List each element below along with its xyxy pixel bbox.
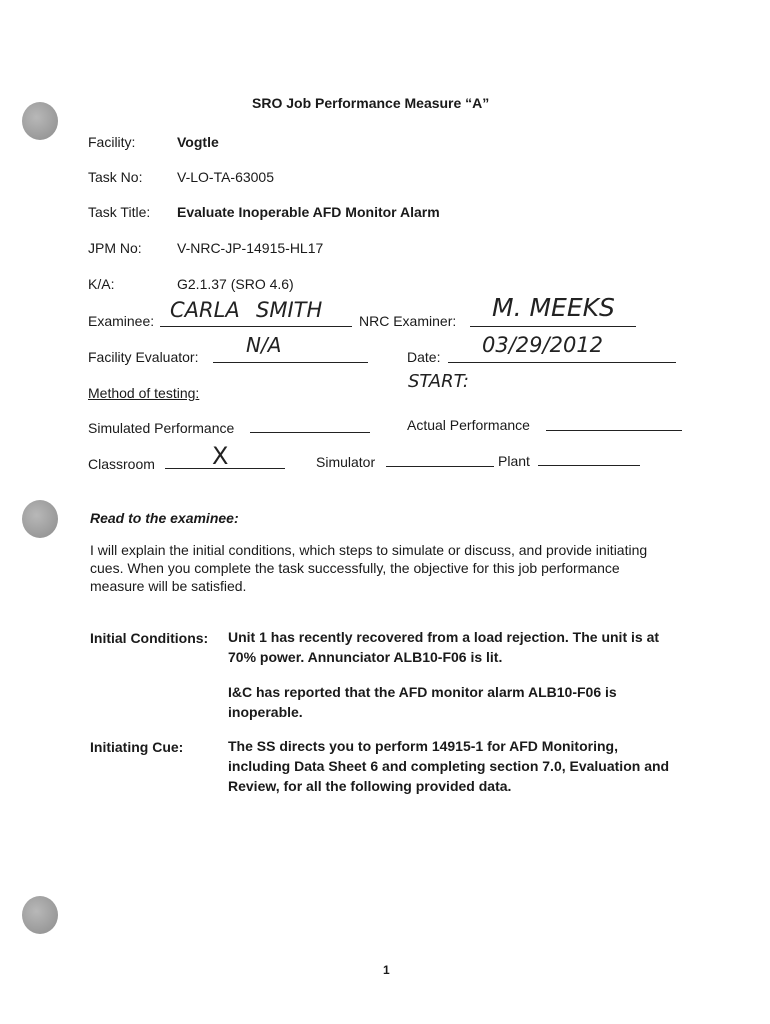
task-title-value: Evaluate Inoperable AFD Monitor Alarm bbox=[177, 204, 440, 220]
initial-conditions-label: Initial Conditions: bbox=[90, 630, 209, 646]
initiating-cue-label: Initiating Cue: bbox=[90, 739, 184, 755]
examinee-label: Examinee: bbox=[88, 313, 155, 329]
read-to-examinee-heading: Read to the examinee: bbox=[90, 510, 239, 526]
ka-value: G2.1.37 (SRO 4.6) bbox=[177, 276, 294, 292]
facility-label: Facility: bbox=[88, 134, 136, 150]
ka-label: K/A: bbox=[88, 276, 115, 292]
facility-evaluator-handwritten: N/A bbox=[246, 333, 282, 357]
actual-performance-label: Actual Performance bbox=[407, 417, 530, 433]
examinee-first-handwritten: CARLA bbox=[170, 298, 240, 322]
initial-conditions-paragraph-1: Unit 1 has recently recovered from a load rejection. The unit is at 70% power. Annunciator ALB10-F06 is lit. bbox=[228, 629, 660, 665]
simulated-performance-label: Simulated Performance bbox=[88, 420, 235, 436]
method-of-testing-label: Method of testing: bbox=[88, 385, 200, 401]
date-label: Date: bbox=[407, 349, 441, 365]
nrc-examiner-handwritten: M. MEEKS bbox=[492, 293, 615, 322]
punch-hole-top bbox=[22, 102, 58, 140]
facility-value: Vogtle bbox=[177, 134, 219, 150]
nrc-examiner-label: NRC Examiner: bbox=[359, 313, 457, 329]
document-title: SRO Job Performance Measure “A” bbox=[252, 95, 490, 111]
examinee-last-handwritten: SMITH bbox=[256, 298, 323, 322]
task-no-label: Task No: bbox=[88, 169, 143, 185]
simulated-performance-line bbox=[250, 432, 370, 433]
task-no-value: V-LO-TA-63005 bbox=[177, 169, 275, 185]
facility-evaluator-label: Facility Evaluator: bbox=[88, 349, 199, 365]
start-handwritten: START: bbox=[408, 371, 469, 392]
initial-conditions-paragraph-2: I&C has reported that the AFD monitor alarm ALB10-F06 is inoperable. bbox=[228, 684, 617, 720]
nrc-examiner-line bbox=[470, 326, 636, 327]
simulator-label: Simulator bbox=[316, 454, 376, 470]
read-to-examinee-text: I will explain the initial conditions, which steps to simulate or discuss, and provide initiating cues. When you complete the task successfully, the objective for this job performance measure will be satisfied. bbox=[90, 542, 648, 594]
classroom-x-mark: X bbox=[212, 442, 229, 470]
task-title-label: Task Title: bbox=[88, 204, 151, 220]
jpm-no-label: JPM No: bbox=[88, 240, 142, 256]
actual-performance-line bbox=[546, 430, 682, 431]
date-line bbox=[448, 362, 676, 363]
examinee-line bbox=[160, 326, 352, 327]
facility-evaluator-line bbox=[213, 362, 368, 363]
simulator-line bbox=[386, 466, 494, 467]
jpm-no-value: V-NRC-JP-14915-HL17 bbox=[177, 240, 324, 256]
punch-hole-bottom bbox=[22, 896, 58, 934]
date-handwritten: 03/29/2012 bbox=[482, 333, 604, 357]
classroom-label: Classroom bbox=[88, 456, 155, 472]
plant-line bbox=[538, 465, 640, 466]
punch-hole-middle bbox=[22, 500, 58, 538]
page-number: 1 bbox=[383, 963, 390, 977]
plant-label: Plant bbox=[498, 453, 530, 469]
initiating-cue-paragraph: The SS directs you to perform 14915-1 for AFD Monitoring, including Data Sheet 6 and completing section 7.0, Evaluation and Review, for all the following provided data. bbox=[228, 738, 670, 794]
